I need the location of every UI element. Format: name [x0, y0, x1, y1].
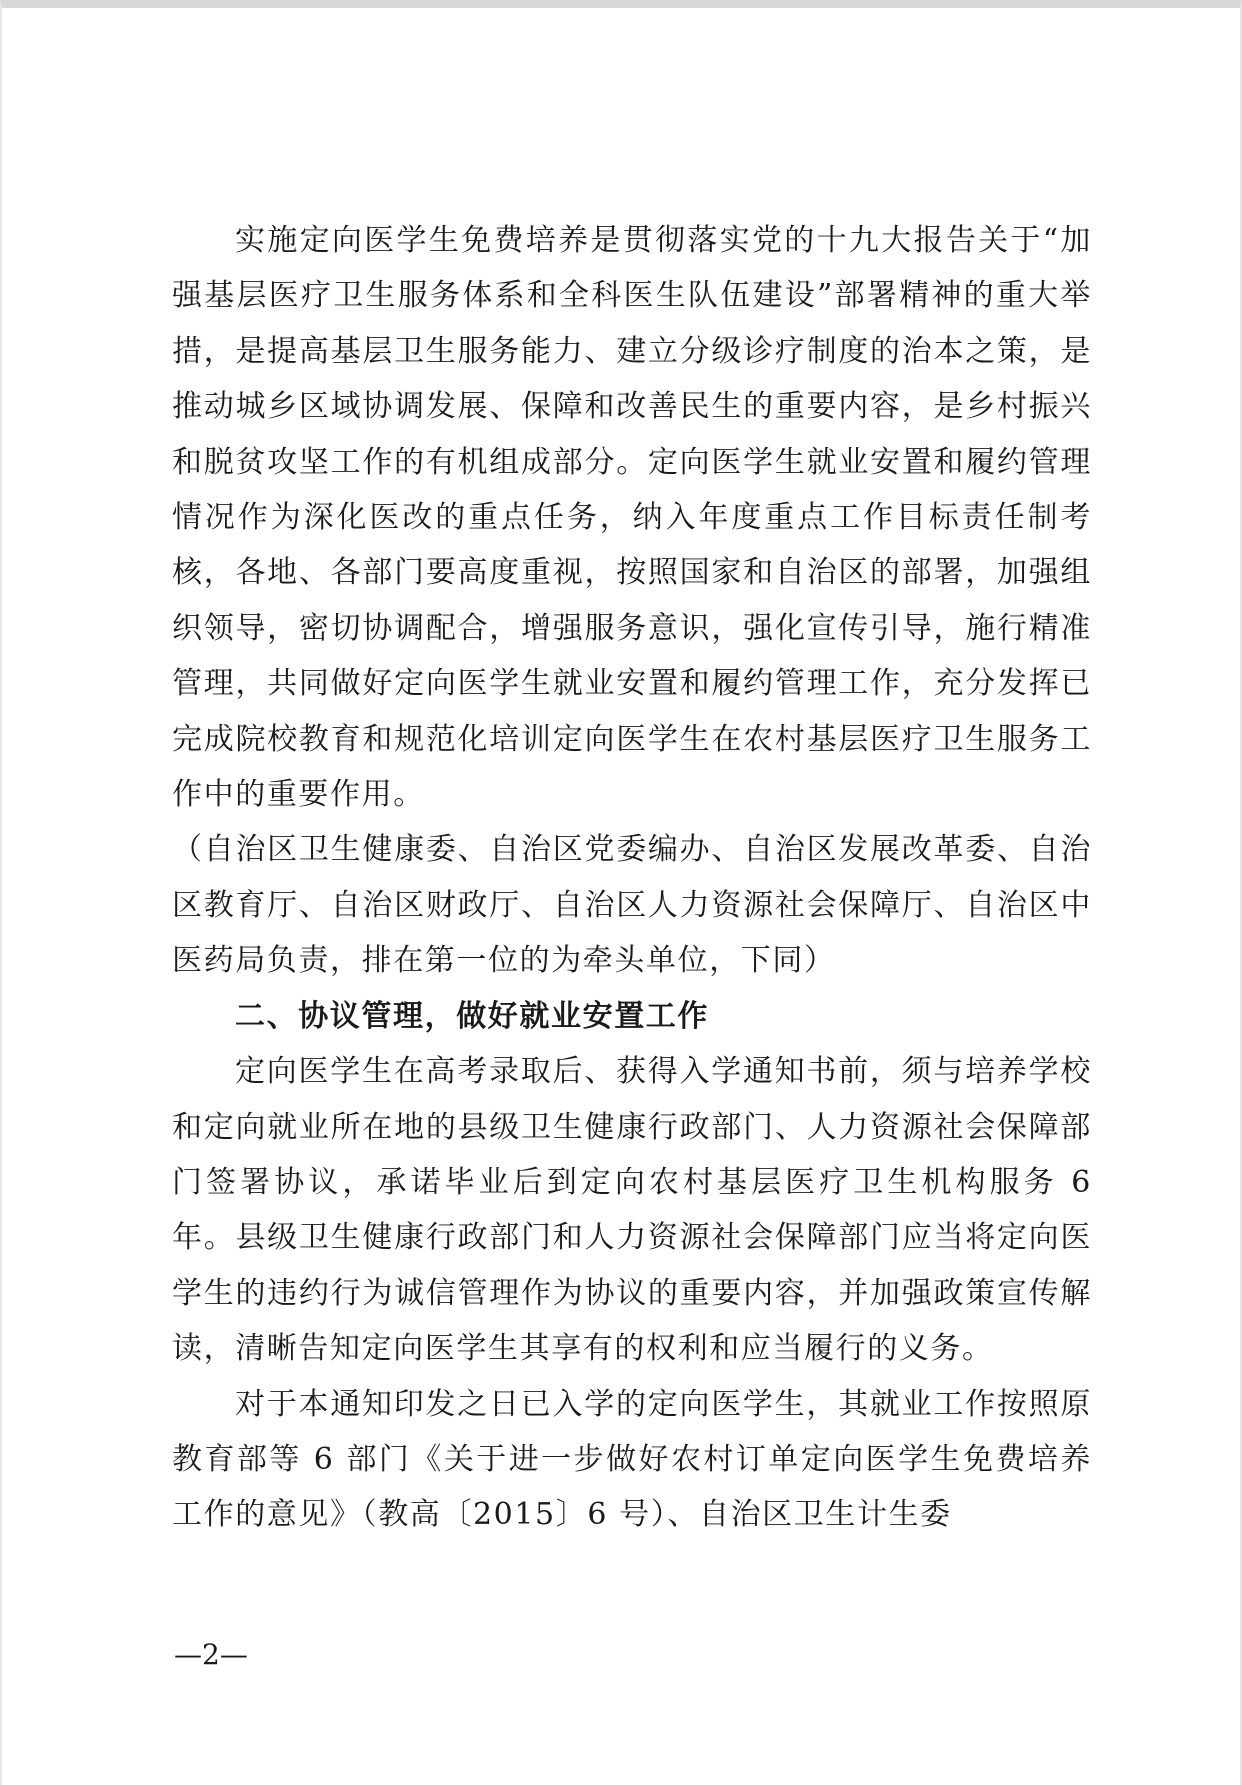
paragraph-intro: 实施定向医学生免费培养是贯彻落实党的十九大报告关于“加强基层医疗卫生服务体系和全科医生队伍建设”部署精神的重大举措，是提高基层卫生服务能力、建立分级诊疗制度的治本之策，是推动城乡区域协调发展、保障和改善民生的重要内容，是乡村振兴和脱贫攻坚工作的有机组成部分。定向医学生就业安置和履约管理情况作为深化医改的重点任务，纳入年度重点工作目标责任制考核，各地、各部门要高度重视，按照国家和自治区的部署，加强组织领导，密切协调配合，增强服务意识，强化宣传引导，施行精准管理，共同做好定向医学生就业安置和履约管理工作，充分发挥已完成院校教育和规范化培训定向医学生在农村基层医疗卫生服务工作中的重要作用。: [172, 223, 1092, 813]
paragraph-agreement: 定向医学生在高考录取后、获得入学通知书前，须与培养学校和定向就业所在地的县级卫生健康行政部门、人力资源社会保障部门签署协议，承诺毕业后到定向农村基层医疗卫生机构服务 6 年。县级卫生健康行政部门和人力资源社会保障部门应当将定向医学生的违约行为诚信管理作为协议的重要内容，并加强政策宣传解读，清晰告知定向医学生其享有的权利和应当履行的义务。: [172, 1054, 1092, 1367]
section-heading-agreement-management: 二、协议管理，做好就业安置工作: [235, 998, 709, 1034]
paragraph-responsible-units: （自治区卫生健康委、自治区党委编办、自治区发展改革委、自治区教育厅、自治区财政厅、自治区人力资源社会保障厅、自治区中医药局负责，排在第一位的为牵头单位，下同）: [172, 832, 1092, 979]
document-body: [172, 213, 1092, 1543]
page-number: —2—: [174, 1638, 248, 1671]
paragraph-enrolled-students: 对于本通知印发之日已入学的定向医学生，其就业工作按照原教育部等 6 部门《关于进一步做好农村订单定向医学生免费培养工作的意见》（教高〔2015〕6 号）、自治区卫生计生委: [172, 1386, 1092, 1533]
